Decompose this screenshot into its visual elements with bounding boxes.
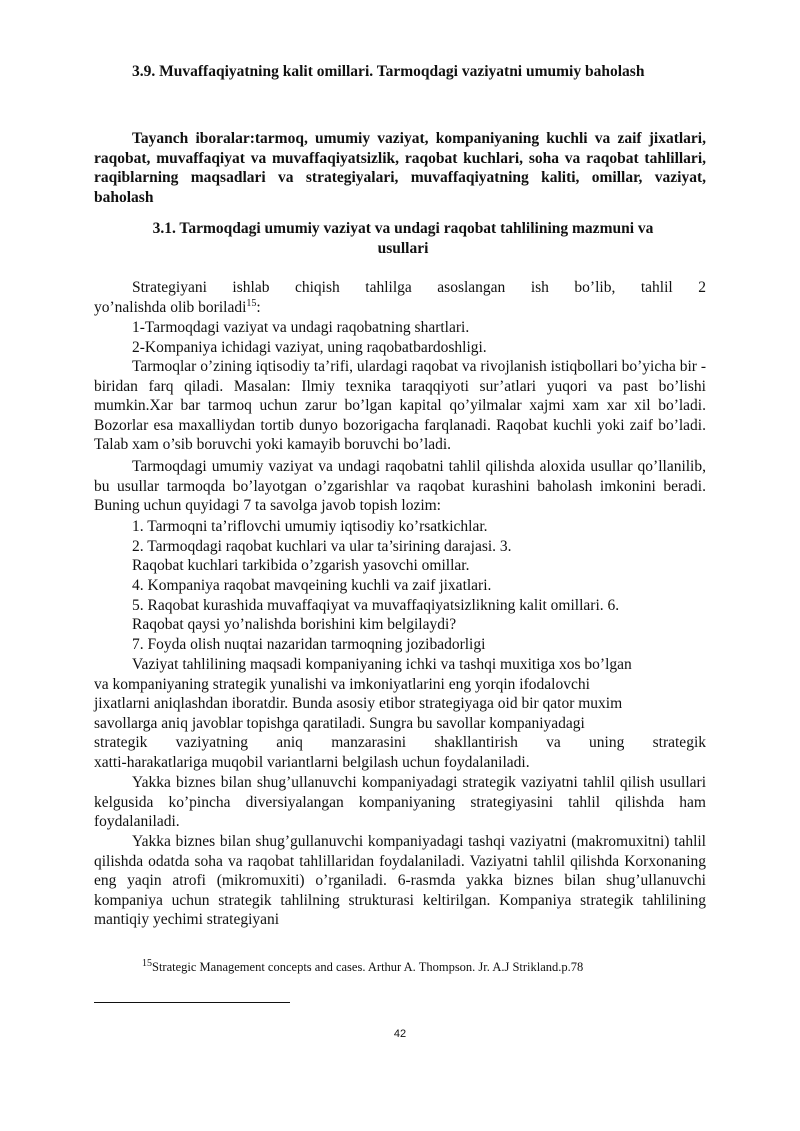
question-item: 2. Tarmoqdagi raqobat kuchlari va ular ta’sirining darajasi. 3. [132,538,512,555]
list-item: 2-Kompaniya ichidagi vaziyat, uning raqobatbardoshligi. [132,339,487,356]
paragraph-line: strategik vaziyatning aniq manzarasini shakllantirish va uning strategik [94,734,706,752]
paragraph-text: Tarmoqlar o’zining iqtisodiy ta’rifi, ulardagi raqobat va rivojlanish istiqbollari bo’yicha bir - biridan farq qiladi. Masalan: Ilmiy texnika taraqqiyoti sur’atlari yuqori va past bo’lishi mumkin.Xar bar tarmoq uchun zarur bo’lgan kapital qo’yilmalar xajmi xam xar xil bo’ladi. Bozorlar esa maxalliydan tortib dunyo bozorigacha farqlanadi. Raqobat kuchli yoki zaif bo’ladi. Talab xam o’sib boruvchi yoki kamayib boruvchi bo’ladi. [94,358,706,454]
intro-line-2 [94,298,706,318]
footnote-number: 15 [142,957,152,969]
paragraph-line: savollarga aniq javoblar topishga qaratiladi. Sungra bu savollar kompaniyadagi [94,714,585,732]
footnote-text: Strategic Management concepts and cases. Arthur A. Thompson. Jr. A.J Strikland.p.78 [152,960,584,974]
paragraph-tashqi-vaziyat [94,832,706,930]
paragraph-text: Tarmoqdagi umumiy vaziyat va undagi raqobatni tahlil qilishda aloxida usullar qo’llanilib, bu usullar tarmoqda bo’layotgan o’zgarishlar va raqobat kurashini baholash imkonini beradi. Buning uchun quyidagi 7 ta savolga javob topish lozim: [94,458,706,515]
heading-text: 3.1. Tarmoqdagi umumiy vaziyat va undagi raqobat tahlilining mazmuni va usullari [152,220,654,257]
paragraph-tarmoqlar [94,357,706,455]
paragraph-line: va kompaniyaning strategik yunalishi va imkoniyatlarini eng yorqin ifodalovchi [94,675,590,693]
intro-line-1: Strategiyani ishlab chiqish tahlilga asoslangan ish bo’lib, tahlil 2 [132,279,706,296]
paragraph-usullar [94,457,706,516]
paragraph-vaziyat-tahlili [94,655,706,773]
paragraph-line: Vaziyat tahlilining maqsadi kompaniyaning ichki va tashqi muxitiga xos bo’lgan [132,656,632,673]
paragraph-text: Yakka biznes bilan shug’ullanuvchi kompaniyadagi strategik vaziyatni tahlil qilish usullari kelgusida ko’pincha diversiyalangan kompaniyaning strategiyasini tahlil qilishda ham foydalaniladi. [94,774,706,831]
keywords-text: Tayanch iboralar:tarmoq, umumiy vaziyat, kompaniyaning kuchli va zaif jixatlari, raqobat, muvaffaqiyat va muvaffaqiyatsizlik, raqobat kuchlari, soha va raqobat tahlillari, raqiblarning maqsadlari va strategiyalari, muvaffaqiyatning kaliti, omillar, vaziyat, baholash [94,130,706,206]
footnote-separator [94,1002,290,1003]
question-item: 1. Tarmoqni ta’riflovchi umumiy iqtisodiy ko’rsatkichlar. [132,518,488,535]
page-number: 42 [393,1028,407,1040]
question-item: 5. Raqobat kurashida muvaffaqiyat va muvaffaqiyatsizlikning kalit omillari. 6. [132,597,620,614]
question-item: Raqobat kuchlari tarkibida o’zgarish yasovchi omillar. [132,557,470,574]
keywords-paragraph [94,129,706,207]
question-item: 4. Kompaniya raqobat mavqeining kuchli va zaif jixatlari. [132,577,492,594]
paragraph-text: Yakka biznes bilan shug’gullanuvchi kompaniyadagi tashqi vaziyatni (makromuxitni) tahlil qilishda odatda soha va raqobat tahlillaridan foydalaniladi. Vaziyatni tahlil qilishda Korxonaning eng yaqin atrofi (mikromuxiti) o’rganiladi. 6-rasmda yakka biznes bilan shug’ullanuvchi kompaniya uchun strategik tahlilning strukturasi keltirilgan. Kompaniya strategik tahlilining mantiqiy yechimi strategiyani [94,833,706,929]
question-item: 7. Foyda olish nuqtai nazaridan tarmoqning jozibadorligi [132,636,486,653]
section-heading-3-1 [130,219,676,258]
paragraph-line: xatti-harakatlariga muqobil variantlarni belgilash uchun foydalaniladi. [94,753,530,771]
list-item: 1-Tarmoqdagi vaziyat va undagi raqobatning shartlari. [132,319,470,336]
footnote-reference: 15 [246,297,257,309]
heading-text: 3.9. Muvaffaqiyatning kalit omillari. Tarmoqdagi vaziyatni umumiy baholash [132,63,645,80]
paragraph-line: jixatlarni aniqlashdan iboratdir. Bunda asosiy etibor strategiyaga oid bir qator muxim [94,695,623,713]
paragraph-yakka-biznes [94,773,706,832]
paragraph-intro [94,278,706,317]
section-heading-3-9 [94,62,706,82]
intro-colon: : [256,298,261,316]
question-item: Raqobat qaysi yo’nalishda borishini kim belgilaydi? [132,616,457,633]
intro-text: yo’nalishda olib boriladi [94,298,247,316]
footnote [142,957,584,975]
